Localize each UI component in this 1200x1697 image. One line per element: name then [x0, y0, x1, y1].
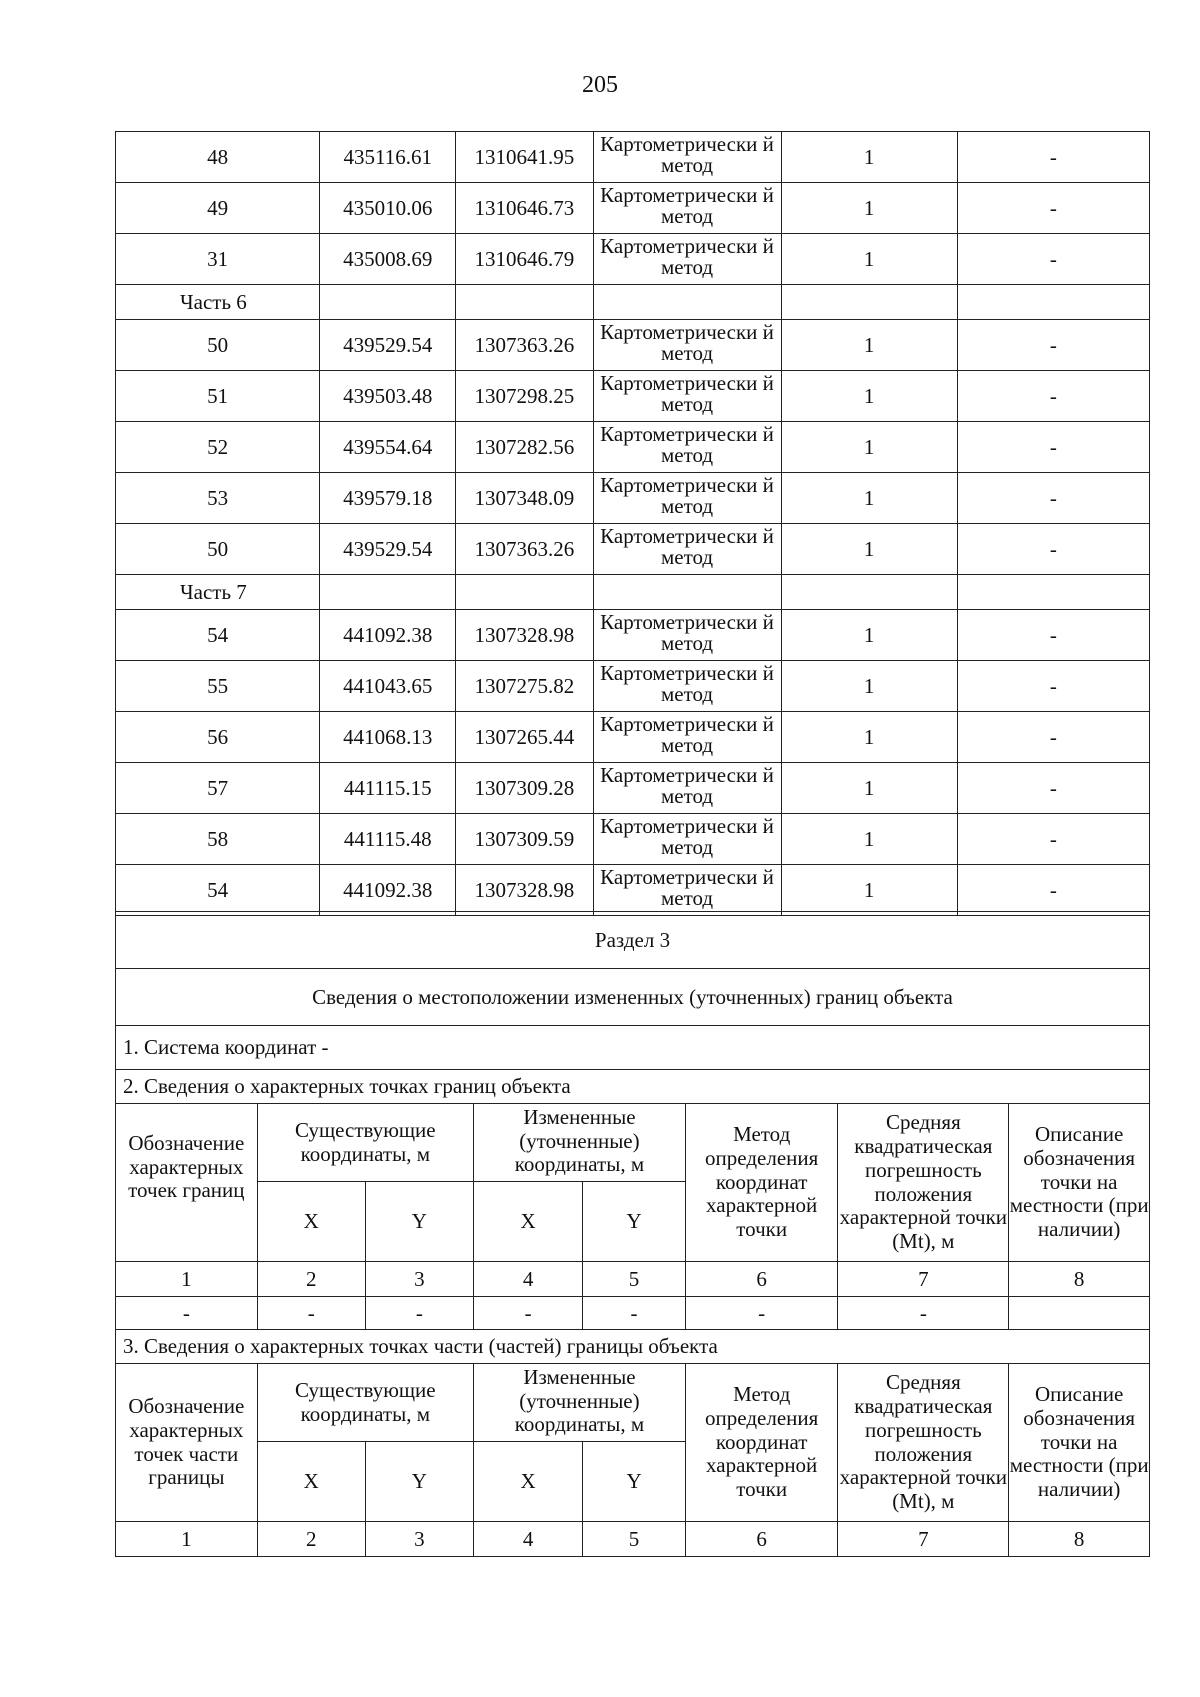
point-number: 57	[116, 763, 320, 814]
dash-cell: -	[116, 1297, 258, 1330]
description: -	[957, 320, 1149, 371]
accuracy-mt: 1	[781, 524, 957, 575]
coord-y: 1307275.82	[456, 661, 593, 712]
method: Картометрически й метод	[593, 865, 781, 916]
column-number: 4	[473, 1262, 582, 1297]
coordinates-table	[115, 131, 1150, 916]
header-y-changed: Y	[583, 1442, 686, 1522]
empty-cell	[593, 575, 781, 610]
coord-y: 1307309.59	[456, 814, 593, 865]
coord-y: 1307282.56	[456, 422, 593, 473]
point-number: 50	[116, 524, 320, 575]
accuracy-mt: 1	[781, 865, 957, 916]
column-number: 3	[365, 1522, 473, 1557]
empty-cell	[781, 285, 957, 320]
part-header-row	[116, 285, 1150, 320]
header-x-existing: X	[257, 1442, 365, 1522]
method: Картометрически й метод	[593, 371, 781, 422]
column-number: 6	[685, 1262, 837, 1297]
coord-x: 441115.48	[320, 814, 456, 865]
dash-cell	[1009, 1297, 1150, 1330]
description: -	[957, 814, 1149, 865]
part-header-row	[116, 575, 1150, 610]
header-y-existing: Y	[365, 1442, 473, 1522]
description: -	[957, 371, 1149, 422]
description: -	[957, 473, 1149, 524]
coord-y: 1307348.09	[456, 473, 593, 524]
section-heading: Раздел 3	[116, 912, 1150, 969]
table-row	[116, 524, 1150, 575]
coord-y: 1310646.73	[456, 183, 593, 234]
column-number: 5	[583, 1522, 686, 1557]
dash-cell: -	[838, 1297, 1009, 1330]
accuracy-mt: 1	[781, 763, 957, 814]
coord-x: 439554.64	[320, 422, 456, 473]
accuracy-mt: 1	[781, 132, 957, 183]
coord-x: 435010.06	[320, 183, 456, 234]
coord-x: 439529.54	[320, 524, 456, 575]
column-number: 6	[685, 1522, 837, 1557]
point-number: 51	[116, 371, 320, 422]
point-number: 54	[116, 610, 320, 661]
header-y-existing: Y	[365, 1182, 473, 1262]
section-title: Сведения о местоположении измененных (уточненных) границ объекта	[116, 969, 1150, 1026]
description: -	[957, 610, 1149, 661]
method: Картометрически й метод	[593, 524, 781, 575]
column-number: 7	[838, 1262, 1009, 1297]
header-y-changed: Y	[583, 1182, 686, 1262]
coord-x: 441115.15	[320, 763, 456, 814]
column-number-row	[116, 1262, 1150, 1297]
description: -	[957, 422, 1149, 473]
accuracy-mt: 1	[781, 661, 957, 712]
accuracy-mt: 1	[781, 320, 957, 371]
accuracy-mt: 1	[781, 712, 957, 763]
header-changed-coords: Измененные (уточненные) координаты, м	[473, 1104, 685, 1182]
header-error: Средняя квадратическая погрешность положения характерной точки (Mt), м	[838, 1364, 1009, 1522]
points-subtitle: 2. Сведения о характерных точках границ объекта	[116, 1070, 1150, 1104]
coord-y: 1307363.26	[456, 524, 593, 575]
accuracy-mt: 1	[781, 422, 957, 473]
coord-system-line: 1. Система координат -	[116, 1026, 1150, 1070]
empty-cell	[320, 285, 456, 320]
coord-y: 1307328.98	[456, 865, 593, 916]
point-number: 55	[116, 661, 320, 712]
description: -	[957, 763, 1149, 814]
coord-y: 1310641.95	[456, 132, 593, 183]
method: Картометрически й метод	[593, 763, 781, 814]
empty-cell	[456, 575, 593, 610]
empty-cell	[593, 285, 781, 320]
table-row	[116, 320, 1150, 371]
table-row	[116, 183, 1150, 234]
column-number: 7	[838, 1522, 1009, 1557]
header-error: Средняя квадратическая погрешность положения характерной точки (Mt), м	[838, 1104, 1009, 1262]
table-row	[116, 473, 1150, 524]
empty-cell	[781, 575, 957, 610]
empty-cell	[320, 575, 456, 610]
column-number: 8	[1009, 1262, 1150, 1297]
point-number: 53	[116, 473, 320, 524]
column-number: 8	[1009, 1522, 1150, 1557]
coord-y: 1307298.25	[456, 371, 593, 422]
table-row	[116, 371, 1150, 422]
method: Картометрически й метод	[593, 183, 781, 234]
accuracy-mt: 1	[781, 183, 957, 234]
description: -	[957, 865, 1149, 916]
table-row	[116, 712, 1150, 763]
empty-cell	[957, 285, 1149, 320]
part-label: Часть 6	[116, 285, 320, 320]
description: -	[957, 524, 1149, 575]
dash-cell: -	[257, 1297, 365, 1330]
method: Картометрически й метод	[593, 473, 781, 524]
coord-x: 441092.38	[320, 610, 456, 661]
coord-x: 435116.61	[320, 132, 456, 183]
column-number: 5	[583, 1262, 686, 1297]
table-row	[116, 422, 1150, 473]
method: Картометрически й метод	[593, 234, 781, 285]
coord-y: 1307265.44	[456, 712, 593, 763]
header-changed-coords: Измененные (уточненные) координаты, м	[473, 1364, 685, 1442]
header-designation: Обозначение характерных точек границ	[116, 1104, 258, 1262]
method: Картометрически й метод	[593, 610, 781, 661]
header-x-existing: X	[257, 1182, 365, 1262]
column-number: 1	[116, 1522, 258, 1557]
part-label: Часть 7	[116, 575, 320, 610]
coord-x: 439529.54	[320, 320, 456, 371]
method: Картометрически й метод	[593, 320, 781, 371]
column-number: 4	[473, 1522, 582, 1557]
method: Картометрически й метод	[593, 132, 781, 183]
dash-cell: -	[685, 1297, 837, 1330]
header-method: Метод определения координат характерной точки	[685, 1104, 837, 1262]
point-number: 56	[116, 712, 320, 763]
page-number: 205	[582, 72, 618, 98]
coord-y: 1307363.26	[456, 320, 593, 371]
table-row	[116, 661, 1150, 712]
empty-cell	[456, 285, 593, 320]
accuracy-mt: 1	[781, 371, 957, 422]
point-number: 31	[116, 234, 320, 285]
table-row	[116, 865, 1150, 916]
column-number: 3	[365, 1262, 473, 1297]
point-number: 54	[116, 865, 320, 916]
header-method: Метод определения координат характерной точки	[685, 1364, 837, 1522]
description: -	[957, 132, 1149, 183]
method: Картометрически й метод	[593, 814, 781, 865]
section3-table	[115, 911, 1150, 1557]
coord-x: 439579.18	[320, 473, 456, 524]
table-row	[116, 763, 1150, 814]
point-number: 58	[116, 814, 320, 865]
description: -	[957, 234, 1149, 285]
header-existing-coords: Существующие координаты, м	[257, 1364, 473, 1442]
point-number: 48	[116, 132, 320, 183]
header-description: Описание обозначения точки на местности (при наличии)	[1009, 1364, 1150, 1522]
dash-cell: -	[583, 1297, 686, 1330]
header-description: Описание обозначения точки на местности (при наличии)	[1009, 1104, 1150, 1262]
header-x-changed: X	[473, 1442, 582, 1522]
method: Картометрически й метод	[593, 712, 781, 763]
accuracy-mt: 1	[781, 473, 957, 524]
coord-x: 439503.48	[320, 371, 456, 422]
header-existing-coords: Существующие координаты, м	[257, 1104, 473, 1182]
header-designation-part: Обозначение характерных точек части границы	[116, 1364, 258, 1522]
description: -	[957, 183, 1149, 234]
coord-y: 1307328.98	[456, 610, 593, 661]
header-x-changed: X	[473, 1182, 582, 1262]
column-number: 2	[257, 1262, 365, 1297]
description: -	[957, 661, 1149, 712]
point-number: 50	[116, 320, 320, 371]
accuracy-mt: 1	[781, 234, 957, 285]
dash-cell: -	[365, 1297, 473, 1330]
empty-data-row	[116, 1297, 1150, 1330]
coord-x: 441043.65	[320, 661, 456, 712]
coord-x: 441068.13	[320, 712, 456, 763]
point-number: 49	[116, 183, 320, 234]
method: Картометрически й метод	[593, 661, 781, 712]
coord-y: 1310646.79	[456, 234, 593, 285]
empty-cell	[957, 575, 1149, 610]
point-number: 52	[116, 422, 320, 473]
dash-cell: -	[473, 1297, 582, 1330]
parts-subtitle: 3. Сведения о характерных точках части (частей) границы объекта	[116, 1330, 1150, 1364]
accuracy-mt: 1	[781, 814, 957, 865]
table-row	[116, 814, 1150, 865]
table-row	[116, 234, 1150, 285]
method: Картометрически й метод	[593, 422, 781, 473]
table-row	[116, 610, 1150, 661]
accuracy-mt: 1	[781, 610, 957, 661]
column-number: 2	[257, 1522, 365, 1557]
column-number: 1	[116, 1262, 258, 1297]
coord-y: 1307309.28	[456, 763, 593, 814]
description: -	[957, 712, 1149, 763]
column-number-row	[116, 1522, 1150, 1557]
coord-x: 441092.38	[320, 865, 456, 916]
coord-x: 435008.69	[320, 234, 456, 285]
table-row	[116, 132, 1150, 183]
